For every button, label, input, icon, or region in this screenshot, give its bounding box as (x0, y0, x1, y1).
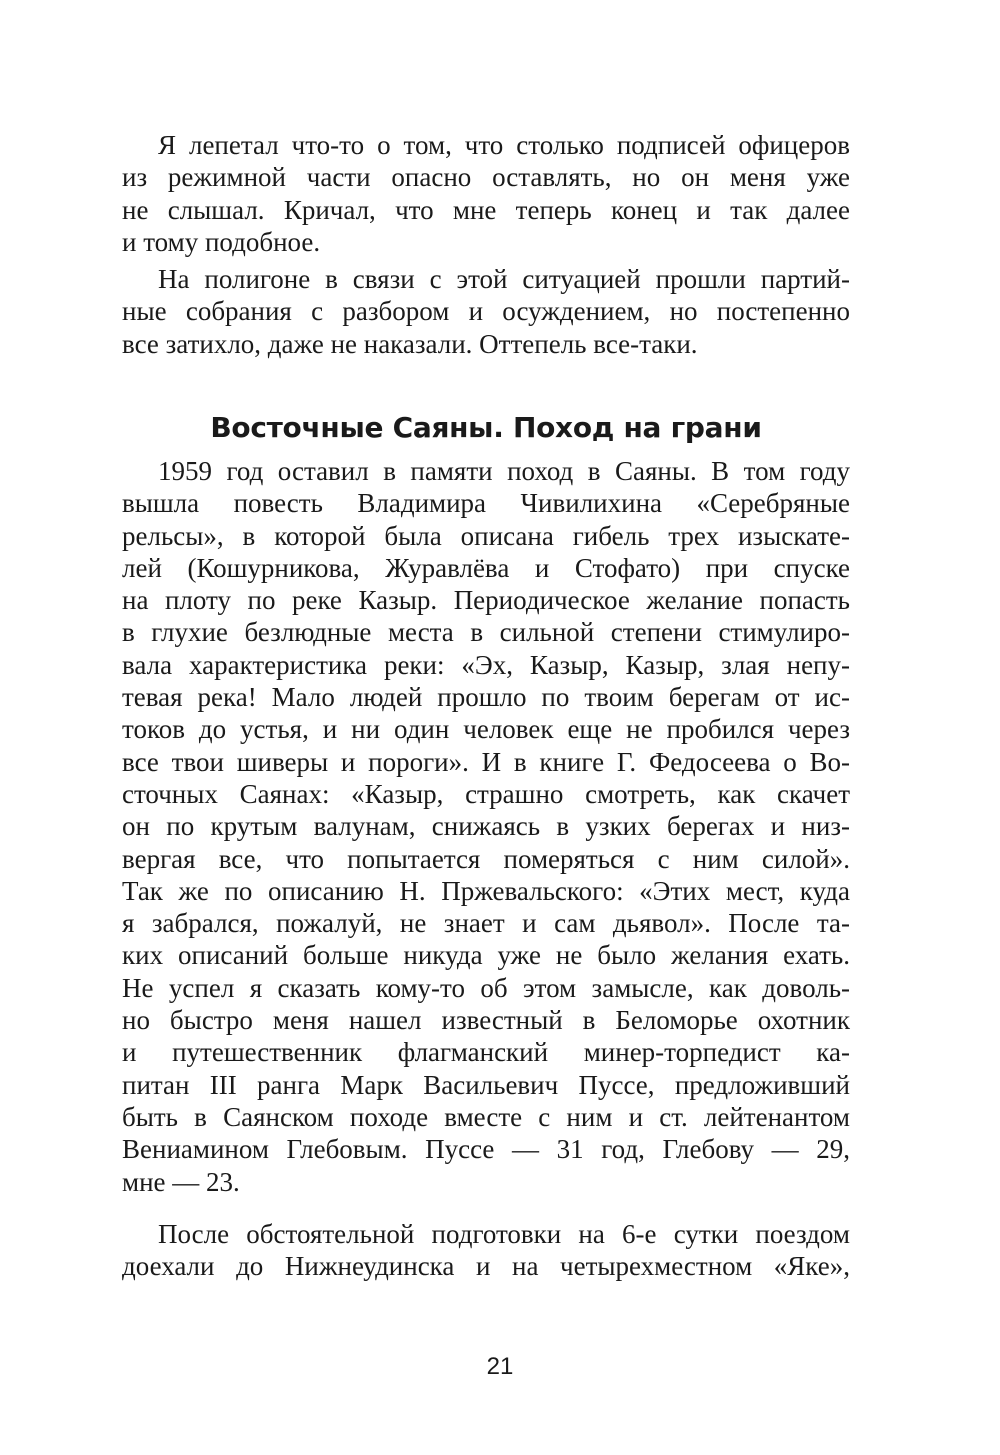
text-line: токов до устья, и ни один человек еще не пробился через (122, 714, 850, 745)
text-line: но быстро меня нашел известный в Беломорье охотник (122, 1005, 850, 1036)
text-line: я забрался, пожалуй, не знает и сам дьявол». После та- (122, 908, 850, 939)
text-line: После обстоятельной подготовки на 6-е сутки поездом (158, 1219, 850, 1249)
paragraph (122, 455, 850, 1198)
text-line: в глухие безлюдные места в сильной степени стимулиро- (122, 617, 850, 648)
text-line: Не успел я сказать кому-то об этом замысле, как доволь- (122, 972, 850, 1003)
text-line: вергая все, что попытается померяться с ним силой». (122, 843, 850, 874)
text-line: он по крутым валунам, снижаясь в узких берегах и низ- (122, 811, 850, 842)
text-line: вала характеристика реки: «Эх, Казыр, Казыр, злая непу- (122, 649, 850, 680)
text-line: не слышал. Кричал, что мне теперь конец и так далее (122, 194, 850, 225)
body-text-main (122, 455, 850, 1198)
text-line: сточных Саянах: «Казыр, страшно смотреть, как скачет (122, 778, 850, 809)
text-line: мне — 23. (122, 1166, 240, 1197)
text-line: все затихло, даже не наказали. Оттепель все-таки. (122, 328, 698, 359)
text-line: Я лепетал что-то о том, что столько подписей офицеров (158, 130, 850, 160)
section-heading: Восточные Саяны. Поход на грани (210, 411, 762, 444)
text-line: Вениамином Глебовым. Пуссе — 31 год, Глебову — 29, (122, 1134, 850, 1165)
paragraph (122, 263, 850, 360)
text-line: на плоту по реке Казыр. Периодическое желание попасть (122, 585, 850, 616)
text-line: лей (Кошурникова, Журавлёва и Стофато) при спуске (122, 552, 850, 583)
text-line: Так же по описанию Н. Пржевальского: «Этих мест, куда (122, 875, 850, 906)
text-line: питан III ранга Марк Васильевич Пуссе, предложивший (122, 1069, 850, 1100)
text-line: и путешественник флагманский минер-торпедист ка- (122, 1037, 850, 1068)
text-line: тевая река! Мало людей прошло по твоим берегам от ис- (122, 682, 850, 713)
text-line: из режимной части опасно оставлять, но он меня уже (122, 162, 850, 193)
text-line: и тому подобное. (122, 226, 321, 257)
paragraph (122, 129, 850, 258)
text-line: ких описаний больше никуда уже не было желания ехать. (122, 940, 850, 971)
page-number: 21 (486, 1353, 514, 1380)
text-line: ные собрания с разбором и осуждением, но постепенно (122, 296, 850, 327)
text-line: 1959 год оставил в памяти поход в Саяны. В том году (158, 456, 850, 486)
paragraph (122, 1218, 850, 1283)
body-text-bottom (122, 1218, 850, 1283)
text-line: вышла повесть Владимира Чивилихина «Серебряные (122, 488, 850, 519)
text-line: быть в Саянском походе вместе с ним и ст. лейтенантом (122, 1101, 850, 1132)
body-text-top (122, 129, 850, 360)
text-line: доехали до Нижнеудинска и на четырехместном «Яке», (122, 1251, 850, 1282)
text-line: рельсы», в которой была описана гибель трех изыскате- (122, 520, 850, 551)
text-line: все твои шиверы и пороги». И в книге Г. Федосеева о Во- (122, 746, 850, 777)
text-line: На полигоне в связи с этой ситуацией прошли партий- (158, 264, 850, 295)
